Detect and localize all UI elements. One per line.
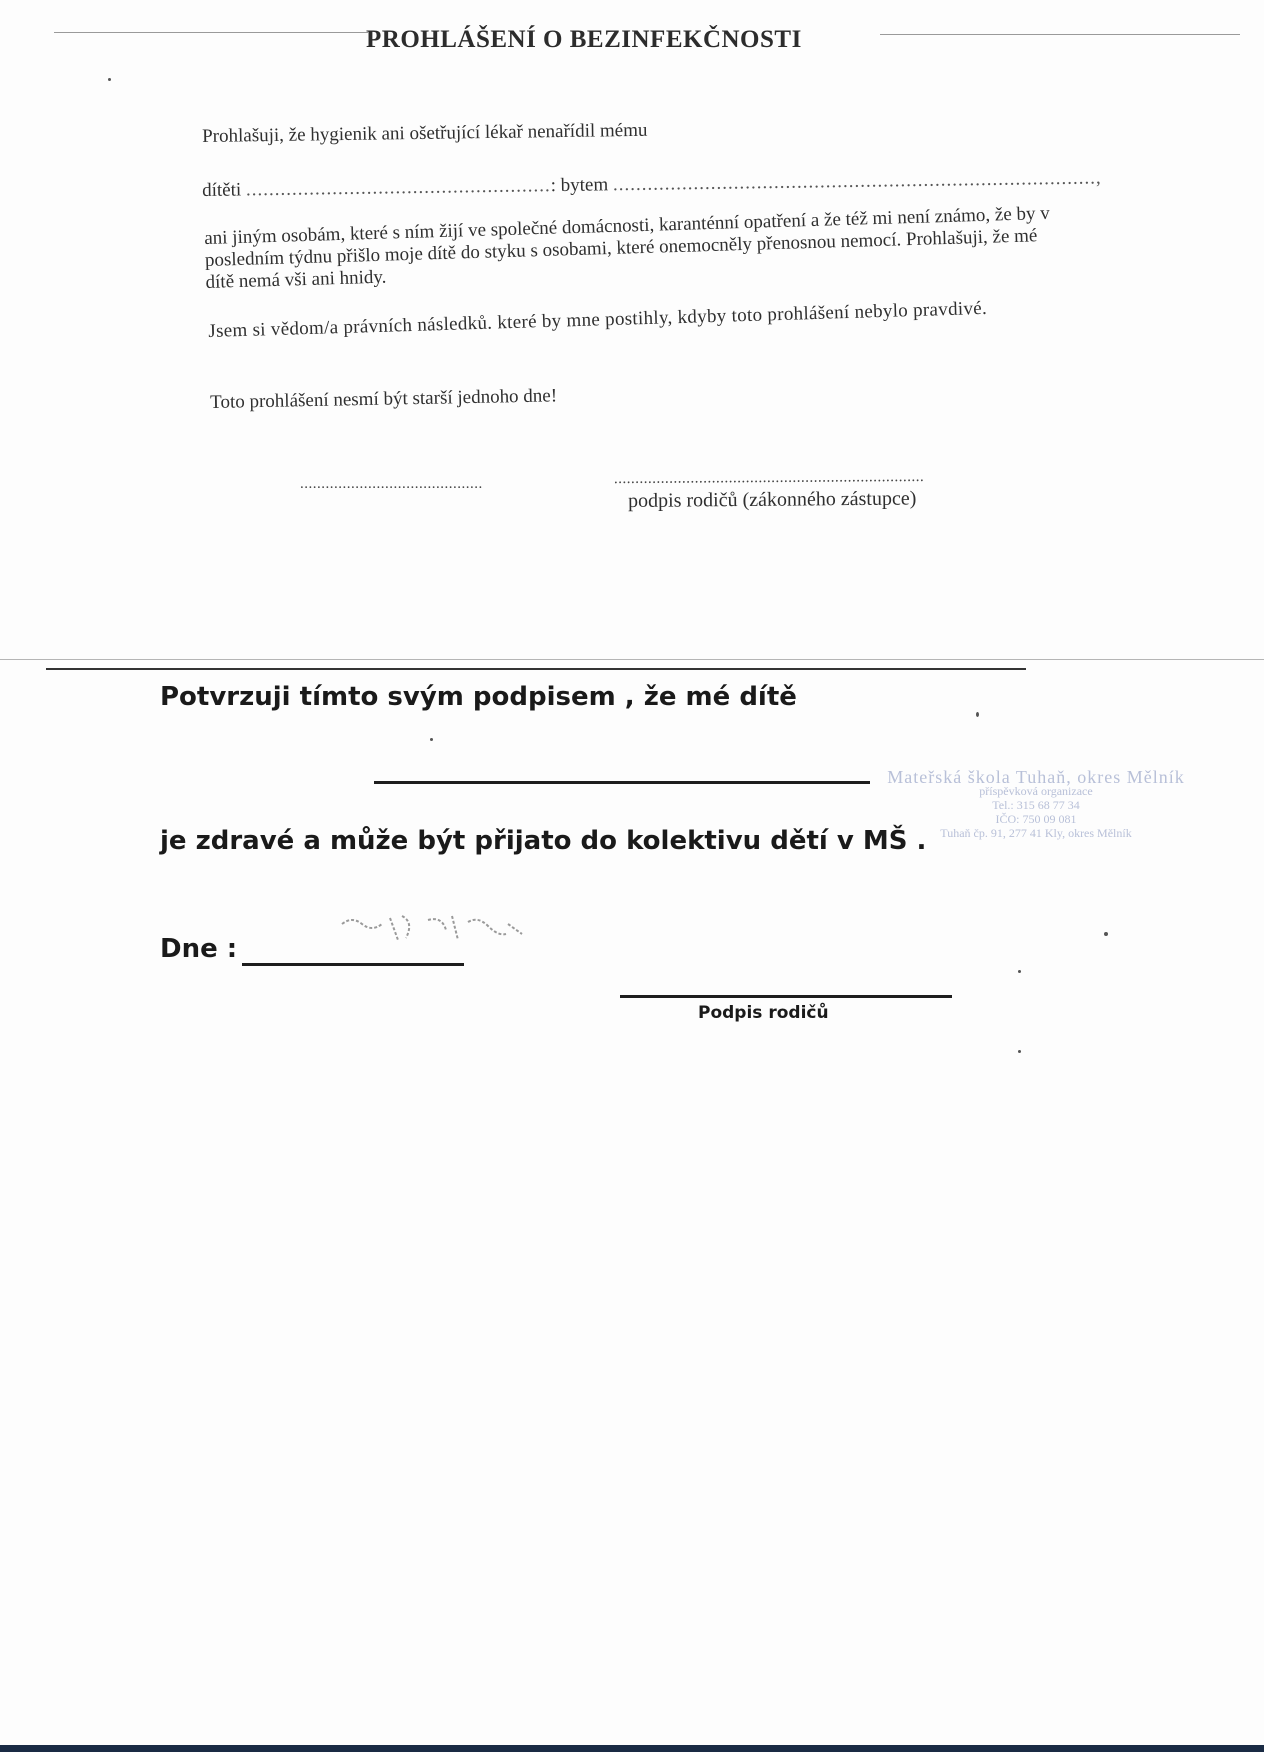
declaration-paragraph-2: Jsem si vědom/a právních následků. které by mne postihly, kdyby toto prohlášení nebylo pravdivé. — [208, 297, 988, 342]
stamp-line-4: IČO: 750 09 081 — [995, 812, 1077, 826]
scan-speck — [108, 78, 111, 81]
parent-signature-line[interactable] — [620, 995, 952, 998]
scan-speck — [976, 712, 979, 717]
top-rule-left — [54, 32, 368, 33]
confirmation-line-1: Potvrzuji tímto svým podpisem , že mé dítě — [160, 682, 797, 712]
stamp-line-1: Mateřská škola Tuhaň, okres Mělník — [887, 767, 1185, 787]
scan-bottom-edge — [0, 1745, 1264, 1752]
declaration-paragraph-3: Toto prohlášení nesmí být starší jednoho dne! — [210, 385, 558, 413]
address-field[interactable]: ...................................................................................., — [612, 167, 1102, 196]
section-divider-upper — [0, 659, 1264, 660]
document-title: PROHLÁŠENÍ O BEZINFEKČNOSTI — [366, 26, 802, 53]
handwritten-date-mark — [332, 904, 542, 948]
section-divider — [46, 668, 1026, 670]
child-name-field[interactable]: ..................................................... — [245, 175, 551, 201]
scan-speck — [1018, 1050, 1021, 1053]
date-line[interactable] — [242, 963, 464, 966]
parent-signature-dotted-field[interactable]: ......................................................................... — [613, 468, 925, 488]
declaration-paragraph-1: ani jiným osobám, které s ním žijí ve společné domácnosti, karanténní opatření a že též mi není známo, že by v posledním týdnu přišlo moje dítě do styku s osobami, které onemocněly přenosnou nemocí. Prohlašuji, že mé dítě nemá vši ani hnidy. — [204, 202, 1051, 293]
school-stamp — [866, 767, 1206, 840]
stamp-line-5: Tuhaň čp. 91, 277 41 Kly, okres Mělník — [940, 826, 1132, 840]
address-label: : bytem — [550, 174, 609, 197]
scan-speck — [1104, 932, 1108, 936]
parent-signature-label: podpis rodičů (zákonného zástupce) — [628, 487, 917, 512]
child-label: dítěti — [202, 179, 242, 201]
child-name-line[interactable] — [374, 781, 870, 784]
confirmation-line-2: je zdravé a může být přijato do kolektivu dětí v MŠ . — [160, 826, 927, 856]
parent-signature-caption: Podpis rodičů — [698, 1003, 829, 1023]
declaration-line-2 — [202, 167, 1102, 202]
date-dotted-field[interactable]: ........................................... — [300, 476, 483, 492]
top-rule-right — [880, 34, 1240, 35]
scan-speck — [1018, 970, 1021, 973]
scan-speck — [430, 738, 433, 741]
stamp-line-3: Tel.: 315 68 77 34 — [992, 798, 1080, 812]
date-label: Dne : — [160, 934, 238, 964]
stamp-line-2: příspěvková organizace — [979, 784, 1093, 798]
declaration-line-1: Prohlašuji, že hygienik ani ošetřující lékař nenařídil mému — [202, 119, 648, 147]
